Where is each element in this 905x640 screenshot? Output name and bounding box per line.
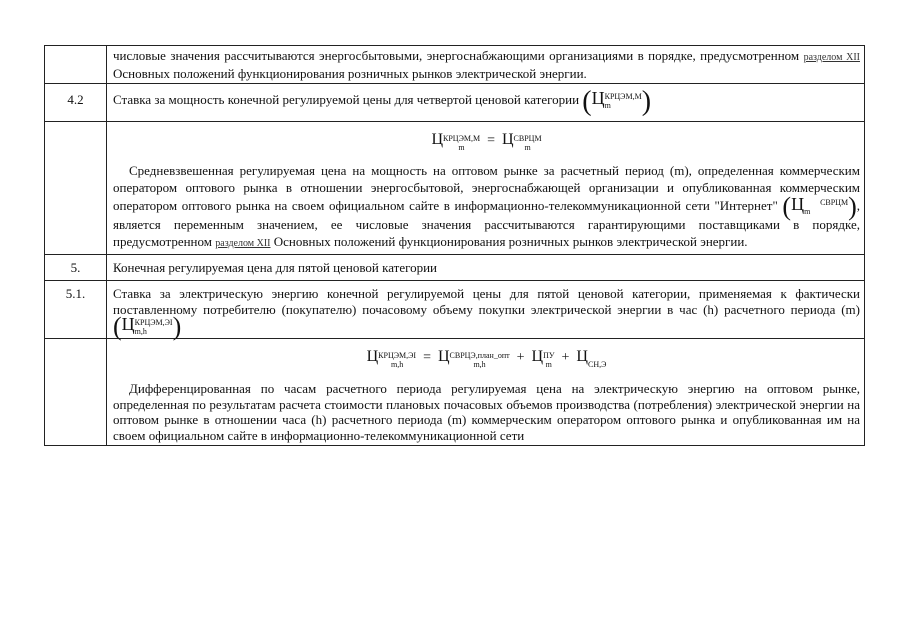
paragraph-text: Дифференцированная по часам расчетного периода регулируемая цена на электрическую энергию на оптовом рынке, определенная по результатам расчета стоимости плановых почасовых объемов производства (потребления) электрической энергии на оптовом рынке в отношении часа (h) расчетного периода (m) коммерческим оператором оптового рынка и опубликованная им на своем официальном сайте в информационно-телекоммуникационной сети <box>113 381 860 443</box>
row-text-cell <box>107 255 865 281</box>
symbol-letter: Ц <box>591 88 605 108</box>
symbol-sup: КРЦЭМ,ЭI <box>134 318 173 327</box>
paragraph-text: , является переменным значением, ее числовые значения рассчитываются гарантирующими поставщиками в порядке, предусмотренном <box>113 198 860 249</box>
formula-rhs-letter: Ц <box>501 131 514 148</box>
row-number-cell <box>45 46 107 84</box>
symbol-sub: m <box>604 101 611 110</box>
table-row <box>45 46 865 84</box>
row-number-cell <box>45 122 107 255</box>
formula-rhs-sub: m <box>524 143 531 152</box>
row-text-cell <box>107 339 865 446</box>
row-text-cell <box>107 84 865 122</box>
section-link[interactable]: разделом XII <box>215 238 271 249</box>
formula-lhs-sub: m,h <box>390 360 404 369</box>
table-row <box>45 281 865 339</box>
row-text-cell <box>107 122 865 255</box>
paragraph-text: Основных положений функционирования розничных рынков электрической энергии. <box>270 234 748 249</box>
table-row <box>45 84 865 122</box>
formula-term-sup: ПУ <box>543 351 555 360</box>
table-row <box>45 255 865 281</box>
row-text: числовые значения рассчитываются энергосбытовыми, энергоснабжающими организациями в порядке, предусмотренном <box>113 48 804 63</box>
formula-lhs-letter: Ц <box>366 348 379 365</box>
symbol-sub: m,h <box>134 327 147 336</box>
formula-block <box>113 345 860 381</box>
formula-term-sup: СН,Э <box>587 360 607 369</box>
symbol-sup: КРЦЭМ,М <box>604 92 642 101</box>
row-number-cell: 5. <box>45 255 107 281</box>
regulation-table <box>44 45 865 446</box>
paragraph-text: Средневзвешенная регулируемая цена на мощность на оптовом рынке за расчетный период (m), определенная коммерческим оператором оптового рынка в отношении энергосбытовой, энергоснабжающей организации и опубликованная коммерческим оператором оптового рынка на своем официальном сайте в информационно-телекоммуникационной сети "Интернет" <box>113 163 860 213</box>
formula-lhs-sup: КРЦЭМ,М <box>443 134 481 143</box>
formula-lhs-sup: КРЦЭМ,ЭI <box>378 351 417 360</box>
formula-symbol: (ЦКРЦЭМ,М m ) <box>582 86 652 117</box>
formula-term-letter: Ц <box>437 348 450 365</box>
formula-equals: = <box>423 350 431 365</box>
row-text-cell <box>107 281 865 339</box>
formula-term-sup: СВРЦЭ,план_опт <box>449 351 510 360</box>
row-number-cell: 4.2 <box>45 84 107 122</box>
formula-term-sub: m <box>545 360 552 369</box>
formula-plus: + <box>561 350 570 365</box>
symbol-letter: Ц <box>121 314 135 334</box>
formula-symbol: (ЦКРЦЭМ,ЭI m,h ) <box>113 312 182 341</box>
formula-equals: = <box>487 133 495 148</box>
symbol-letter: Ц <box>791 194 805 214</box>
formula-term-letter: Ц <box>576 348 588 365</box>
row-number-cell: 5.1. <box>45 281 107 339</box>
row-number-cell <box>45 339 107 446</box>
formula-term-sub: m,h <box>473 360 486 369</box>
table-row <box>45 339 865 446</box>
row-text: Ставка за мощность конечной регулируемой цены для четвертой ценовой категории <box>113 92 580 107</box>
row-text: Ставка за электрическую энергию конечной регулируемой цены для пятой ценовой категории, применяемая к фактически поставленному потребителю (покупателю) почасовому объему покупки электрической энергии в час (h) расчетного периода (m) <box>113 286 860 317</box>
symbol-sup: СВРЦМ <box>820 198 849 207</box>
formula-term-letter: Ц <box>531 348 544 365</box>
row-text: Конечная регулируемая цена для пятой ценовой категории <box>113 260 438 275</box>
formula-lhs-sub: m <box>458 143 465 152</box>
formula-plus: + <box>516 350 525 365</box>
row-text: Основных положений функционирования розничных рынков электрической энергии. <box>113 65 587 81</box>
formula-symbol: (Ц СВРЦМ m ) <box>782 192 857 221</box>
formula-rhs-sup: СВРЦМ <box>513 134 542 143</box>
section-link[interactable]: разделом XII <box>803 52 860 63</box>
symbol-sub: m <box>804 207 811 216</box>
table-row <box>45 122 865 255</box>
formula-block <box>113 128 860 162</box>
row-text-cell <box>107 46 865 84</box>
formula-lhs-letter: Ц <box>431 131 443 148</box>
